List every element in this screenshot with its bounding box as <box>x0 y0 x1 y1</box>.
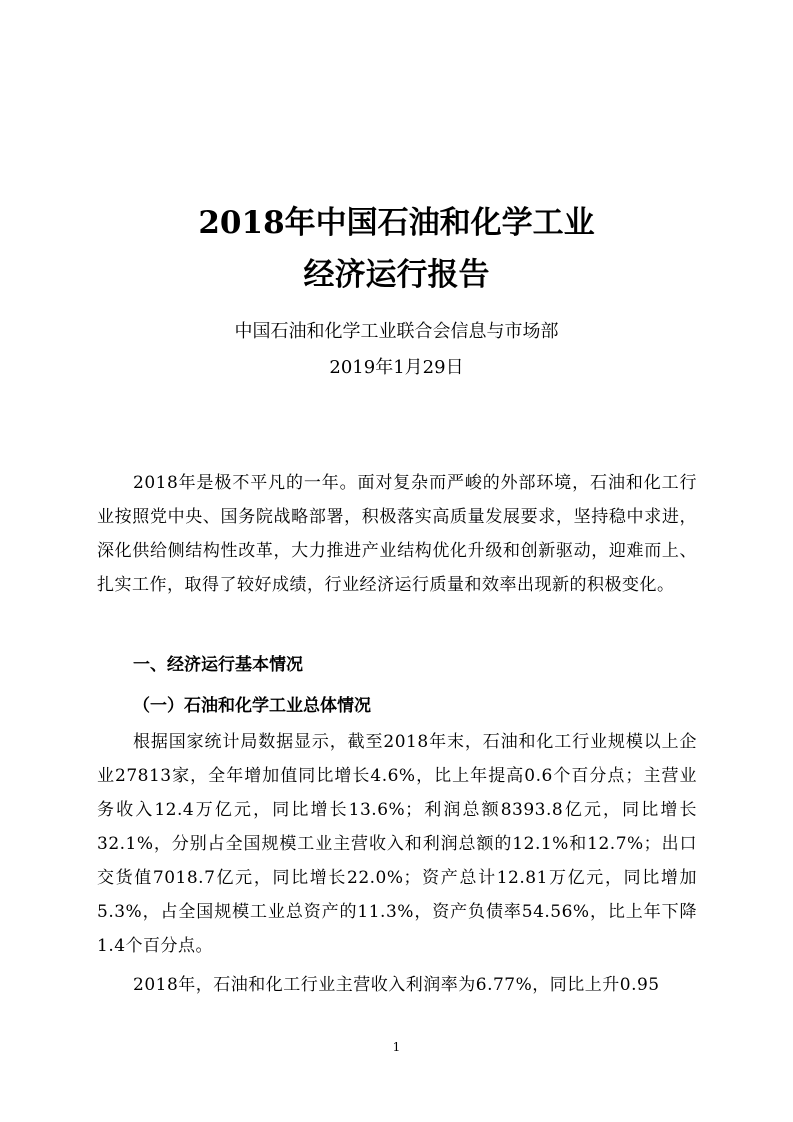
subsection-heading: （一）石油和化学工业总体情况 <box>133 696 371 716</box>
organization: 中国石油和化学工业联合会信息与市场部 <box>234 321 559 342</box>
report-date: 2019年1月29日 <box>329 357 464 378</box>
document-title-line1: 2018年中国石油和化学工业 <box>198 205 595 241</box>
intro-paragraph: 2018年是极不平凡的一年。面对复杂而严峻的外部环境，石油和化工行业按照党中央、国务院战略部署，积极落实高质量发展要求，坚持稳中求进，深化供给侧结构性改革，大力推进产业结构优化升级和创新驱动，迎难而上、扎实工作，取得了较好成绩，行业经济运行质量和效率出现新的积极变化。 <box>97 473 697 595</box>
section-heading: 一、经济运行基本情况 <box>133 655 303 675</box>
closing-paragraph: 2018年，石油和化工行业主营收入利润率为6.77%，同比上升0.95 <box>133 975 660 995</box>
body-paragraph: 根据国家统计局数据显示，截至2018年末，石油和化工行业规模以上企业27813家，全年增加值同比增长4.6%，比上年提高0.6个百分点；主营业务收入12.4万亿元，同比增长13.6%；利润总额8393.8亿元，同比增长32.1%，分别占全国规模工业主营收入和利润总额的12.1%和12.7%；出口交货值7018.7亿元，同比增长22.0%；资产总计12.81万亿元，同比增加5.3%，占全国规模工业总资产的11.3%，资产负债率54.56%，比上年下降1.4个百分点。 <box>97 732 697 956</box>
page-number: 1 <box>392 1040 401 1054</box>
document-title-line2: 经济运行报告 <box>303 257 490 293</box>
